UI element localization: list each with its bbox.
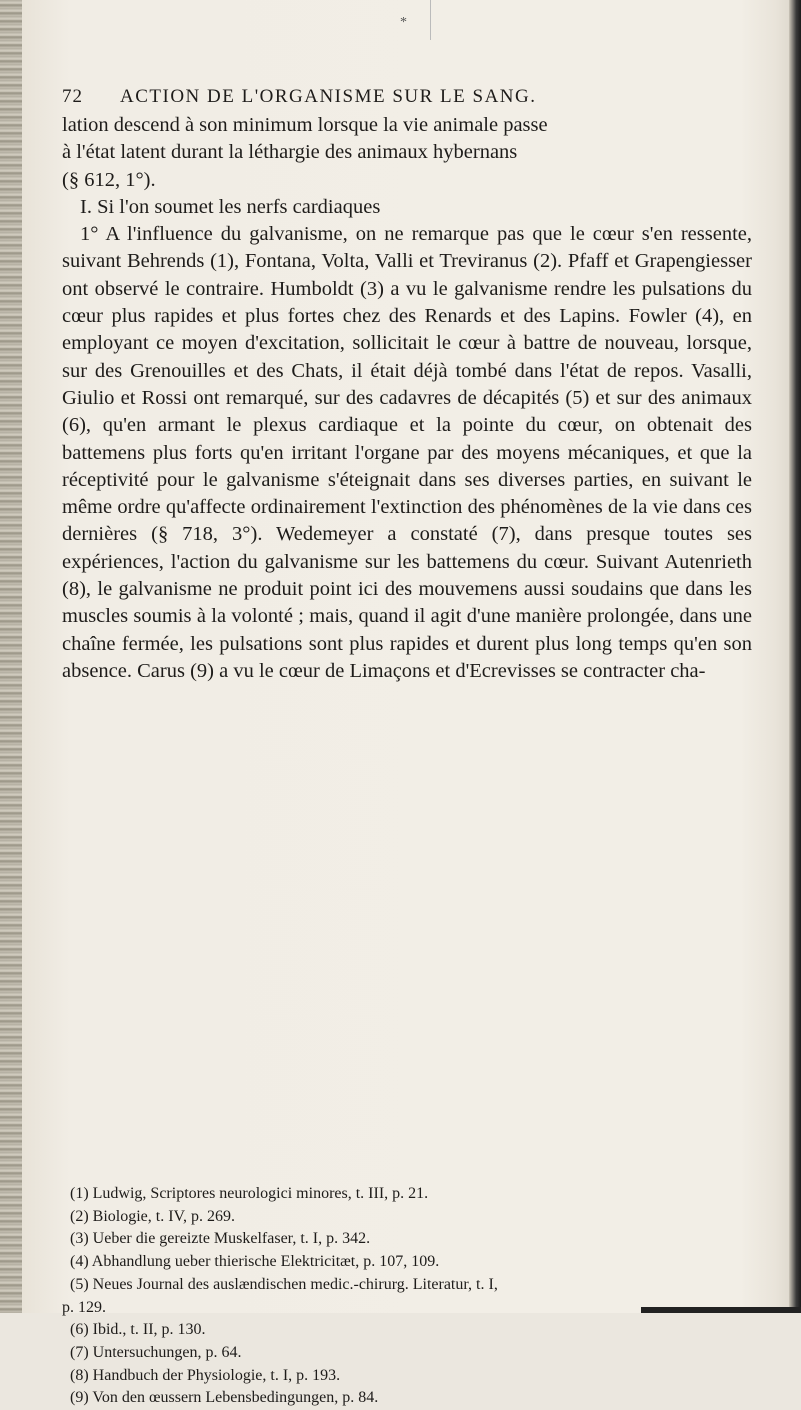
line-2: à l'état latent durant la léthargie des animaux hybernans <box>62 141 518 164</box>
scan-mark-line <box>430 0 431 40</box>
paragraph-continued <box>62 112 752 194</box>
page-number: 72 <box>62 86 83 107</box>
footnote-6: (6) Ibid., t. II, p. 130. <box>70 1321 206 1339</box>
line-3: (§ 612, 1°). <box>62 168 156 191</box>
page-right-edge <box>789 0 801 1313</box>
page-header <box>62 86 752 112</box>
running-head: ACTION DE L'ORGANISME SUR LE SANG. <box>120 86 537 107</box>
footnotes <box>62 1183 752 1410</box>
footnote-4: (4) Abhandlung ueber thierische Elektricitæt, p. 107, 109. <box>70 1253 440 1271</box>
footnote-5-continued: p. 129. <box>62 1298 106 1316</box>
footnote-2: (2) Biologie, t. IV, p. 269. <box>70 1207 236 1225</box>
section-heading-paragraph: I. Si l'on soumet les nerfs cardiaques <box>80 195 381 218</box>
line-1: lation descend à son minimum lorsque la vie animale passe <box>62 114 548 136</box>
scan-mark: * <box>400 15 407 30</box>
paragraph-galvanism: 1° A l'influence du galvanisme, on ne remarque pas que le cœur s'en ressente, suivant Behrends (1), Fontana, Volta, Valli et Treviranus (2). Pfaff et Grapengiesser ont observé le contraire. Humboldt (3) a vu le galvanisme rendre les pulsations du cœur plus rapides et plus fortes chez des Renards et des Lapins. Fowler (4), en employant ce moyen d'excitation, sollicitait le cœur à battre de nouveau, lorsque, sur des Grenouilles et des Chats, il était déjà tombé dans l'état de repos. Vasalli, Giulio et Rossi ont remarqué, sur des cadavres de décapités (5) et sur des animaux (6), qu'en armant le plexus cardiaque et la pointe du cœur, on obtenait des battemens plus forts qu'en irritant l'organe par des moyens mécaniques, et que la réceptivité pour le galvanisme s'éteignait dans ses diverses parties, en suivant le même ordre qu'affecte ordinairement l'extinction des phénomènes de la vie dans ces dernières (§ 718, 3°). Wedemeyer a constaté (7), dans presque toutes ses expériences, l'action du galvanisme sur les battemens du cœur. Suivant Autenrieth (8), le galvanisme ne produit point ici des mouvemens aussi soudains que dans les muscles soumis à la volonté ; mais, quand il agit d'une manière prolongée, dans une chaîne fermée, les pulsations sont plus rapides et durent plus long temps qu'en son absence. Carus (9) a vu le cœur de Limaçons et d'Ecrevisses se contracter cha- <box>62 223 752 682</box>
footnote-1: (1) Ludwig, Scriptores neurologici minores, t. III, p. 21. <box>70 1185 429 1202</box>
footnote-3: (3) Ueber die gereizte Muskelfaser, t. I, p. 342. <box>70 1230 371 1248</box>
footnote-7: (7) Untersuchungen, p. 64. <box>70 1343 242 1361</box>
page-left-binding-edge <box>0 0 22 1313</box>
footnote-5: (5) Neues Journal des auslændischen medic.-chirurg. Literatur, t. I, <box>70 1275 498 1293</box>
footnote-8: (8) Handbuch der Physiologie, t. I, p. 193. <box>70 1366 341 1384</box>
main-text <box>62 112 752 685</box>
footnote-9: (9) Von den œussern Lebensbedingungen, p. 84. <box>70 1389 379 1407</box>
